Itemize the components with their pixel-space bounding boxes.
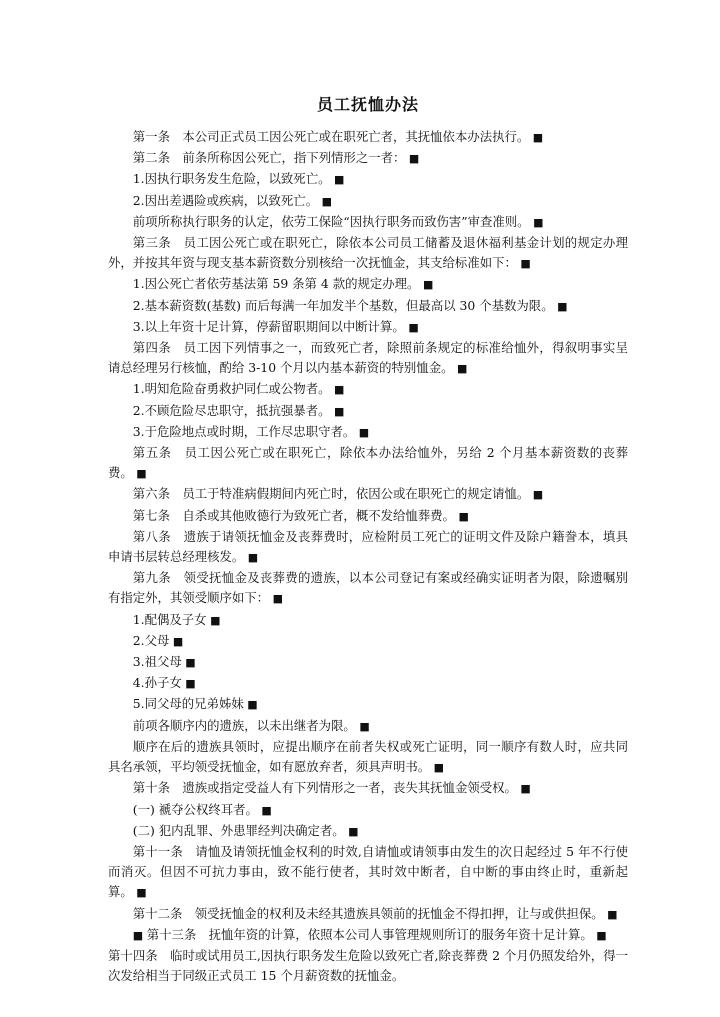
paragraph-mark-icon: ■ [454, 509, 469, 523]
paragraph-text: 2.父母 [132, 632, 170, 648]
paragraph [108, 169, 628, 190]
paragraph-mark-icon: ■ [453, 362, 468, 376]
paragraph-text: 第十二条 领受抚恤金的权利及未经其遗族具领前的抚恤金不得扣押，让与或供担保。 [132, 905, 604, 921]
paragraph-mark-icon: ■ [330, 383, 345, 397]
paragraph [108, 212, 628, 233]
paragraph-text: 第五条 员工因公死亡或在职死亡，除依本办法给恤外，另给 2 个月基本薪资数的丧葬费。 [108, 445, 628, 481]
paragraph-mark-icon: ■ [529, 131, 544, 144]
paragraph-text: 2.因出差遇险或疾病，以致死亡。 [132, 192, 319, 208]
paragraph-text: 3.于危险地点或时期，工作尽忠职守者。 [132, 423, 356, 439]
paragraph-mark-icon: ■ [344, 824, 359, 838]
paragraph [108, 904, 628, 925]
paragraph-text: 4.孙子女 [132, 675, 182, 691]
paragraph [108, 631, 628, 652]
paragraph-mark-icon: ■ [419, 278, 434, 292]
paragraph-mark-icon: ■ [529, 215, 544, 229]
paragraph-text: 2.不顾危险尽忠职守，抵抗强暴者。 [132, 402, 331, 418]
paragraph-mark-icon: ■ [132, 886, 147, 900]
paragraph-mark-icon: ■ [355, 425, 370, 439]
paragraph-text: 第十四条 临时或试用员工,因执行职务发生危险以致死亡者,除丧葬费 2 个月仍照发给外，得一次发给相当于同级正式员工 15 个月薪资数的抚恤金。 [108, 947, 628, 984]
paragraph-text: 第三条 员工因公死亡或在职死亡，除依本公司员工储蓄及退休福利基金计划的规定办理外，并按其年资与现支基本薪资数分别核给一次抚恤金，其支给标准如下： [108, 235, 628, 271]
paragraph-mark-icon: ■ [516, 782, 531, 796]
paragraph-mark-icon: ■ [529, 488, 544, 502]
paragraph [108, 422, 628, 443]
paragraph [108, 527, 628, 568]
document-body [108, 127, 628, 986]
paragraph-mark-icon: ■ [206, 613, 221, 627]
paragraph [108, 568, 628, 609]
paragraph-text: 第十三条 抚恤年资的计算，依照本公司人事管理规则所订的服务年资十足计算。 [146, 926, 593, 942]
paragraph-text: 第六条 员工于特准病假期间内死亡时，依因公或在职死亡的规定请恤。 [132, 486, 530, 502]
paragraph-text: 第九条 领受抚恤金及丧葬费的遗族，以本公司登记有案或经确实证明者为限，除遗嘱别有指定外，其领受顺序如下： [108, 570, 628, 606]
paragraph-text: 3.以上年资十足计算，停薪留职期间以中断计算。 [132, 318, 405, 334]
paragraph [108, 401, 628, 422]
paragraph [108, 925, 628, 946]
paragraph [108, 737, 628, 778]
paragraph [108, 821, 628, 842]
paragraph-text: 2.基本薪资数(基数) 而后每满一年加发半个基数，但最高以 30 个基数为限。 [132, 297, 554, 313]
paragraph-mark-icon: ■ [318, 194, 332, 208]
paragraph-mark-icon: ■ [603, 907, 618, 921]
paragraph-mark-icon: ■ [404, 320, 419, 334]
paragraph-mark-icon: ■ [181, 677, 196, 691]
paragraph-text: 第二条 前条所称因公死亡，指下列情形之一者： [132, 150, 406, 166]
paragraph [108, 778, 628, 799]
paragraph-text: 1.因公死亡者依劳基法第 59 条第 4 款的规定办理。 [132, 276, 420, 292]
paragraph [108, 673, 628, 694]
paragraph-text: 1.明知危险奋勇救护同仁或公物者。 [132, 381, 331, 397]
paragraph-text: (二) 犯内乱罪、外患罪经判决确定者。 [132, 822, 345, 838]
paragraph [108, 842, 628, 904]
document-title: 员工抚恤办法 [316, 95, 419, 114]
paragraph [108, 148, 628, 169]
paragraph [108, 296, 628, 317]
paragraph [108, 652, 628, 673]
paragraph [108, 946, 628, 986]
paragraph-mark-icon: ■ [132, 928, 147, 942]
paragraph-text: 1.配偶及子女 [132, 611, 207, 627]
paragraph-text: 5.同父母的兄弟姊妹 [132, 696, 244, 712]
paragraph [108, 443, 628, 484]
paragraph-mark-icon: ■ [553, 299, 568, 313]
paragraph-text: 前项所称执行职务的认定，依劳工保险“因执行职务而致伤害”审查准则。 [132, 213, 530, 229]
paragraph [108, 233, 628, 274]
paragraph-mark-icon: ■ [169, 634, 184, 648]
paragraph [108, 610, 628, 631]
paragraph-text: (一) 褫夺公权终耳者。 [132, 801, 258, 817]
paragraph [108, 274, 628, 295]
paragraph-mark-icon: ■ [592, 928, 607, 942]
paragraph-mark-icon: ■ [132, 467, 147, 481]
paragraph [108, 191, 628, 212]
paragraph-mark-icon: ■ [516, 257, 531, 271]
paragraph-text: 前项各顺序内的遗族，以未出继者为限。 [132, 717, 356, 733]
paragraph-mark-icon: ■ [181, 656, 196, 670]
paragraph-mark-icon: ■ [405, 152, 420, 166]
paragraph [108, 338, 628, 379]
paragraph [108, 800, 628, 821]
paragraph-text: 第十一条 请恤及请领抚恤金权利的时效,自请恤或请领事由发生的次日起经过 5 年不行使而消灭。但因不可抗力事由，致不能行使者，其时效中断者，自中断的事由终止时，重新起算。 [108, 843, 628, 900]
paragraph [108, 484, 628, 505]
paragraph-mark-icon: ■ [257, 803, 272, 817]
paragraph [108, 379, 628, 400]
paragraph [108, 127, 628, 148]
paragraph-mark-icon: ■ [243, 698, 258, 712]
paragraph [108, 317, 628, 338]
paragraph-mark-icon: ■ [430, 761, 445, 775]
paragraph-text: 第一条 本公司正式员工因公死亡或在职死亡者，其抚恤依本办法执行。 [132, 129, 530, 144]
paragraph [108, 506, 628, 527]
paragraph-mark-icon: ■ [330, 404, 345, 418]
paragraph-text: 第十条 遗族或指定受益人有下列情形之一者，丧失其抚恤金领受权。 [132, 780, 517, 796]
paragraph-mark-icon: ■ [269, 592, 283, 606]
paragraph-text: 第八条 遗族于请领抚恤金及丧葬费时，应检附员工死亡的证明文件及除户籍誊本，填具申请书层转总经理核发。 [108, 528, 628, 565]
paragraph [108, 716, 628, 737]
paragraph-mark-icon: ■ [244, 551, 259, 565]
paragraph-text: 1.因执行职务发生危险，以致死亡。 [132, 171, 331, 187]
paragraph-mark-icon: ■ [355, 719, 370, 733]
paragraph-text: 3.祖父母 [132, 654, 182, 670]
paragraph-text: 第四条 员工因下列情事之一，而致死亡者，除照前条规定的标准给恤外，得叙明事实呈请总经理另行核恤，酌给 3-10 个月以内基本薪资的特别恤金。 [108, 340, 628, 376]
paragraph-text: 顺序在后的遗族具领时，应提出顺序在前者失权或死亡证明，同一顺序有数人时，应共同具名承领，平均领受抚恤金，如有愿放弃者，须具声明书。 [108, 738, 628, 775]
paragraph [108, 694, 628, 715]
paragraph-mark-icon: ■ [330, 173, 345, 187]
paragraph-text: 第七条 自杀或其他败德行为致死亡者，概不发给恤葬费。 [132, 507, 455, 523]
